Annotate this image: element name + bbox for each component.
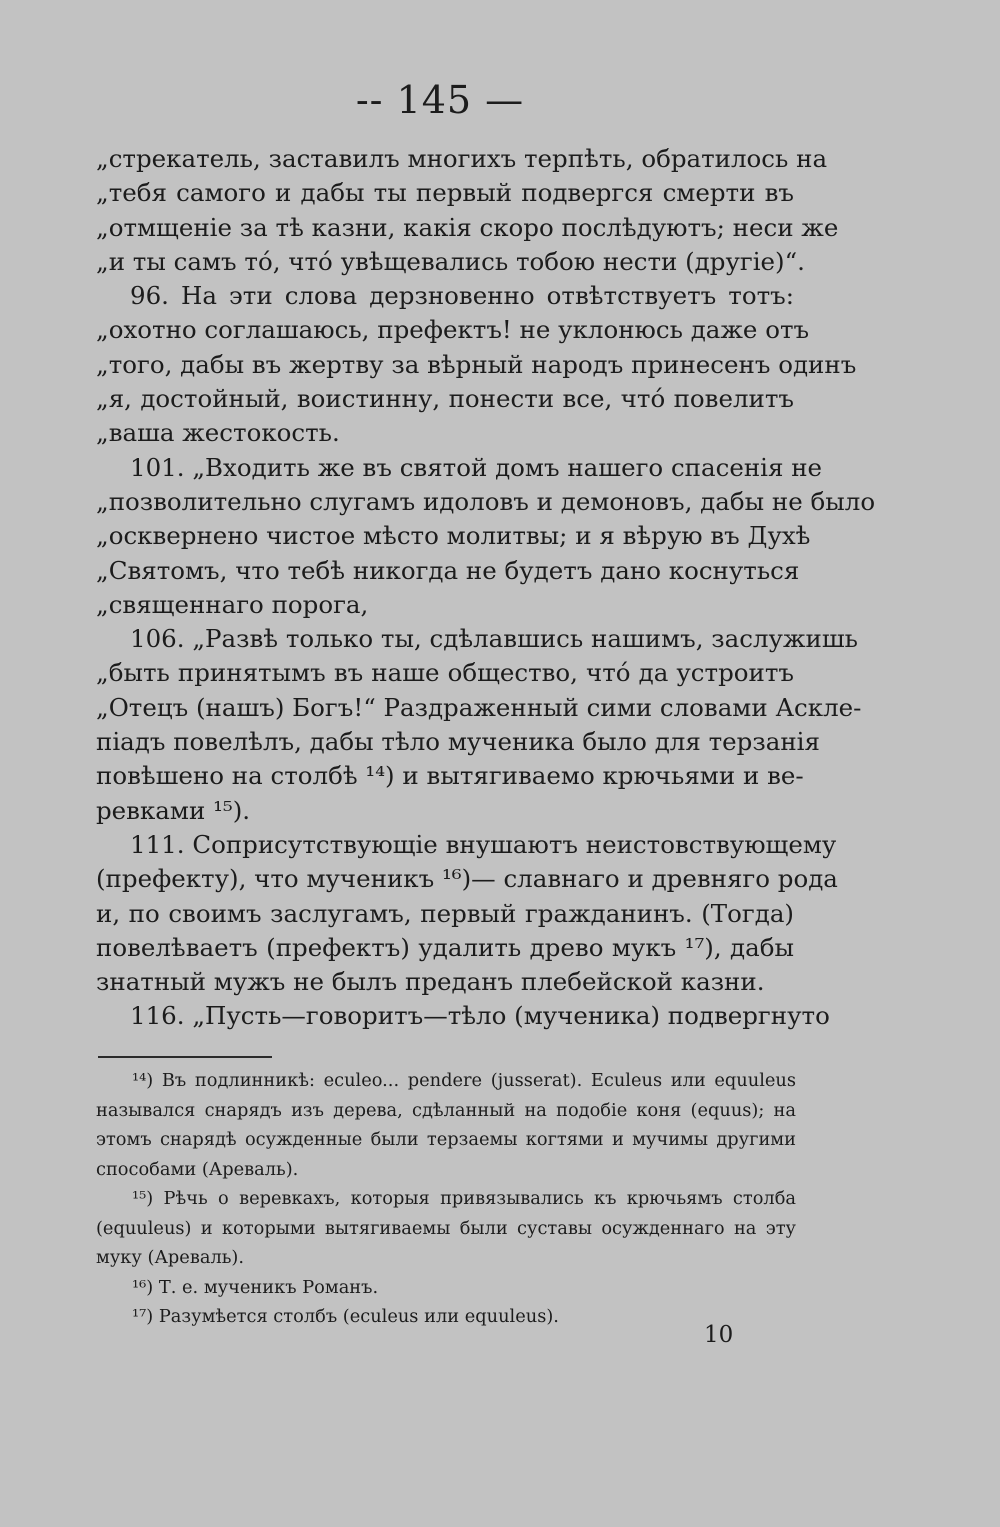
- body-line: „ваша жестокость.: [96, 418, 340, 448]
- body-line: повѣшено на столбѣ ¹⁴) и вытягиваемо крючьями и ве-: [96, 761, 804, 791]
- footnote-line: способами (Ареваль).: [96, 1158, 299, 1180]
- body-line: „я, достойный, воистинну, понести все, что́ повелитъ: [96, 384, 794, 414]
- body-line: „священнаго порога,: [96, 589, 369, 619]
- footnote-17: ¹⁷) Разумѣется столбъ (eculeus или equuleus).: [132, 1306, 559, 1327]
- body-line: знатный мужъ не былъ преданъ плебейской казни.: [96, 967, 765, 997]
- footnote-16: ¹⁶) Т. е. мученикъ Романъ.: [132, 1276, 379, 1298]
- footnote-line: муку (Ареваль).: [96, 1247, 245, 1268]
- body-line: повелѣваетъ (префектъ) удалить древо мукъ ¹⁷), дабы: [96, 932, 794, 962]
- body-line: „быть принятымъ въ наше общество, что́ да устроитъ: [96, 658, 794, 688]
- verse-111-start: 111. Соприсутствующіе внушаютъ неистовствующему: [130, 829, 837, 859]
- footnote-line: назывался снарядъ изъ дерева, сдѣланный на подобіе коня (equus); на: [96, 1099, 796, 1121]
- footnote-line: (equuleus) и которыми вытягиваемы были суставы осужденнаго на эту: [96, 1217, 796, 1239]
- body-line: „тебя самого и дабы ты первый подвергся смерти въ: [96, 178, 794, 208]
- footnote-line: этомъ снарядѣ осужденные были терзаемы когтями и мучимы другими: [96, 1129, 796, 1150]
- page-number: -- 145 —: [355, 78, 525, 122]
- body-line: „Отецъ (нашъ) Богъ!“ Раздраженный сими словами Аскле-: [96, 692, 862, 722]
- body-line: „охотно соглашаюсь, префектъ! не уклонюсь даже отъ: [96, 315, 810, 345]
- body-line: „того, дабы въ жертву за вѣрный народъ принесенъ одинъ: [96, 349, 857, 379]
- body-line: „стрекатель, заставилъ многихъ терпѣть, обратилось на: [96, 144, 828, 173]
- body-text: [96, 142, 876, 1034]
- body-line: „отмщеніе за тѣ казни, какія скоро послѣдуютъ; неси же: [96, 212, 839, 242]
- body-line: и, по своимъ заслугамъ, первый гражданинъ. (Тогда): [96, 898, 794, 928]
- body-line: „и ты самъ то́, что́ увѣщевались тобою нести (другіе)“.: [96, 246, 805, 276]
- body-line: піадъ повелѣлъ, дабы тѣло мученика было для терзанія: [96, 727, 820, 757]
- sheet-signature: 10: [704, 1322, 734, 1348]
- footnote-divider: [98, 1056, 272, 1058]
- verse-106-start: 106. „Развѣ только ты, сдѣлавшись нашимъ, заслужишь: [130, 624, 858, 654]
- verse-101-start: 101. „Входить же въ святой домъ нашего спасенія не: [130, 452, 823, 482]
- body-line: „осквернено чистое мѣсто молитвы; и я вѣрую въ Духѣ: [96, 521, 811, 551]
- footnotes: [96, 1066, 796, 1332]
- verse-116-start: 116. „Пусть—говоритъ—тѣло (мученика) подвергнуто: [130, 1001, 830, 1031]
- body-line: ревками ¹⁵).: [96, 795, 251, 825]
- body-line: „позволительно слугамъ идоловъ и демоновъ, дабы не было: [96, 486, 876, 516]
- verse-96-start: 96. На эти слова дерзновенно отвѣтствуетъ тотъ:: [130, 281, 794, 311]
- body-line: „Святомъ, что тебѣ никогда не будетъ дано коснуться: [96, 555, 800, 585]
- footnote-14: ¹⁴) Въ подлинникѣ: eculeo... pendere (jusserat). Eculeus или equuleus: [132, 1070, 796, 1091]
- body-line: (префекту), что мученикъ ¹⁶)— славнаго и древняго рода: [96, 864, 838, 894]
- footnote-15: ¹⁵) Рѣчь о веревкахъ, которыя привязывались къ крючьямъ столба: [132, 1188, 796, 1209]
